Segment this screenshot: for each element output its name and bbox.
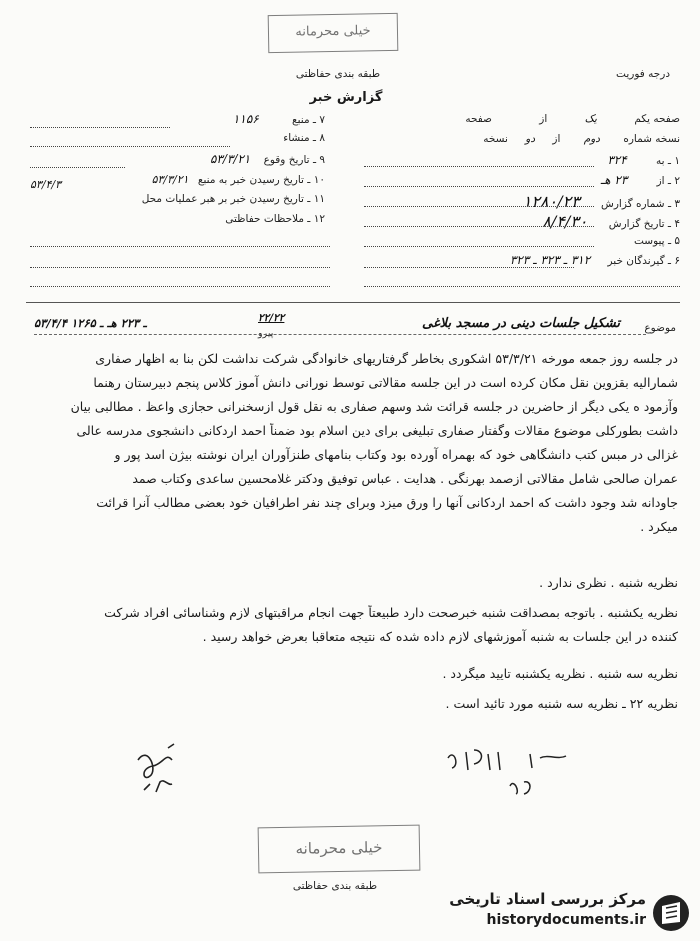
field-4-report-date: ۴ ـ تاریخ گزارش ۸/۴/۳۰ [542, 212, 680, 231]
archive-url: historydocuments.ir [486, 912, 646, 928]
field-copy-number: نسخه شماره دوم از دو نسخه [483, 133, 680, 145]
field-10-received-source: ۱۰ ـ تاریخ رسیدن خبر به منبع ۵۳/۳/۲۱ [151, 173, 325, 186]
subject-text: تشکیل جلسات دینی در مسجد بلاغی [422, 316, 620, 331]
field-3-report-number: ۳ ـ شماره گزارش ۱۲۸۰/۲۳ [522, 192, 680, 211]
field-5-attachment: ۵ ـ پیوست [633, 235, 680, 247]
body-line-3: وآزمود ه یکی دیگر از حاضرین در جلسه قرائت شد وسهم صفاری به نقل قول ازسخنرانی حجازی واعظ . مطالبی بیان [70, 399, 678, 414]
field-page-of: صفحه یکم یک از صفحه [465, 113, 680, 125]
opinion-sunday-2: کننده در این جلسات به شنبه آموزشهای لازم داده شده که نتیجه متعاقبا بعرض خواهد رسید . [202, 629, 678, 644]
subject-reference: ۵۳/۴/۴ ـ ۲۲۳ هـ ـ ۱۲۶۵ [34, 316, 147, 330]
body-line-7: جاودانه شد وجود داشت که احمد اردکانی آنها را ورق میزد وبرای چند نفر اطرافیان خود بعضی مطالب آنرا قرائت [96, 495, 678, 510]
opinion-tuesday: نظریه سه شنبه . نظریه یکشنبه تایید میگردد . [442, 666, 678, 681]
body-line-8: میکرد . [640, 519, 678, 534]
opinion-22: نظریه ۲۲ ـ نظریه سه شنبه مورد تائید است . [445, 696, 678, 711]
body-line-6: عمران صالحی شامل مقالاتی ازصمد بهرنگی . هدایت . عباس توفیق ودکتر غلامحسین ساعدی وکتاب صمد [132, 471, 678, 486]
bottom-classification: طبقه بندی حفاظتی [292, 880, 378, 892]
handwritten-date-right [440, 742, 580, 802]
body-line-4: داشت بطورکلی موضوع مقالات وگفتار صفاری تبلیغی برای دین اسلام بود ضمناً احمد اردکانی دانشجوی مدرسه عالی [76, 423, 678, 438]
field-2-from: ۲ ـ از ۲۳ هـ [600, 173, 680, 187]
field-11-received-ops: ۱۱ ـ تاریخ رسیدن خبر بر هبر عملیات محل [141, 193, 325, 205]
field-12-protection-notes: ۱۲ ـ ملاحظات حفاظتی [225, 213, 325, 225]
field-8-origin: ۸ ـ منشاء [283, 132, 325, 144]
archive-logo [402, 888, 692, 936]
field-1-to: ۱ ـ به ۳۲۴ [607, 153, 680, 167]
field-11-value: ۵۳/۴/۳ [30, 178, 62, 191]
body-line-5: غزالی در مبس کتب دانشگاهی خود که بهمراه آورده بود وکتاب بنامهای طنزآوران ایران نوشته بیژن اسد پور و [114, 447, 678, 462]
handwritten-signature-left [128, 740, 198, 800]
body-line-2: شمارالیه بقزوین نقل مکان کرده است در این جلسه مقالاتی توسط نورانی دانش آموز کلاس پنجم دبیرستان رهنما [93, 375, 678, 390]
archive-emblem-icon [650, 892, 692, 934]
opinion-saturday: نظریه شنبه . نظری ندارد . [539, 575, 678, 590]
top-stamp: خیلی محرمانه [268, 13, 399, 53]
bottom-stamp: خیلی محرمانه [258, 825, 421, 874]
body-line-1: در جلسه روز جمعه مورخه ۵۳/۳/۲۱ اشکوری بخاطر گرفتاریهای خانوادگی شرکت نداشت لکن بنا به اظهار صفاری [95, 351, 678, 366]
form-title: گزارش خبر [309, 90, 383, 105]
subject-label: موضوع [644, 322, 676, 334]
archive-name: مرکز بررسی اسناد تاریخی [449, 890, 646, 908]
subject-code-note: پیرو [258, 328, 274, 339]
field-9-event-date: ۹ ـ تاریخ وقوع ۵۳/۳/۲۱ [209, 152, 325, 166]
opinion-sunday-1: نظریه یکشنبه . باتوجه بمصداقت شنبه خبرصحت دارد طبیعتاً جهت انجام مراقبتهای لازم وشناسائی افراد شرکت [104, 605, 678, 620]
field-7-source: ۷ ـ منبع ۱۱۵۶ [232, 112, 325, 126]
urgency-label: درجه فوریت [616, 68, 670, 80]
subject-code: ۲۲/۲۲ [258, 312, 285, 324]
field-6-recipients: ۶ ـ گیرندگان خبر ۳۱۲ ـ ۳۲۳ ـ ۳۲۳ [509, 253, 680, 267]
top-classification: طبقه بندی حفاظتی [295, 68, 381, 80]
